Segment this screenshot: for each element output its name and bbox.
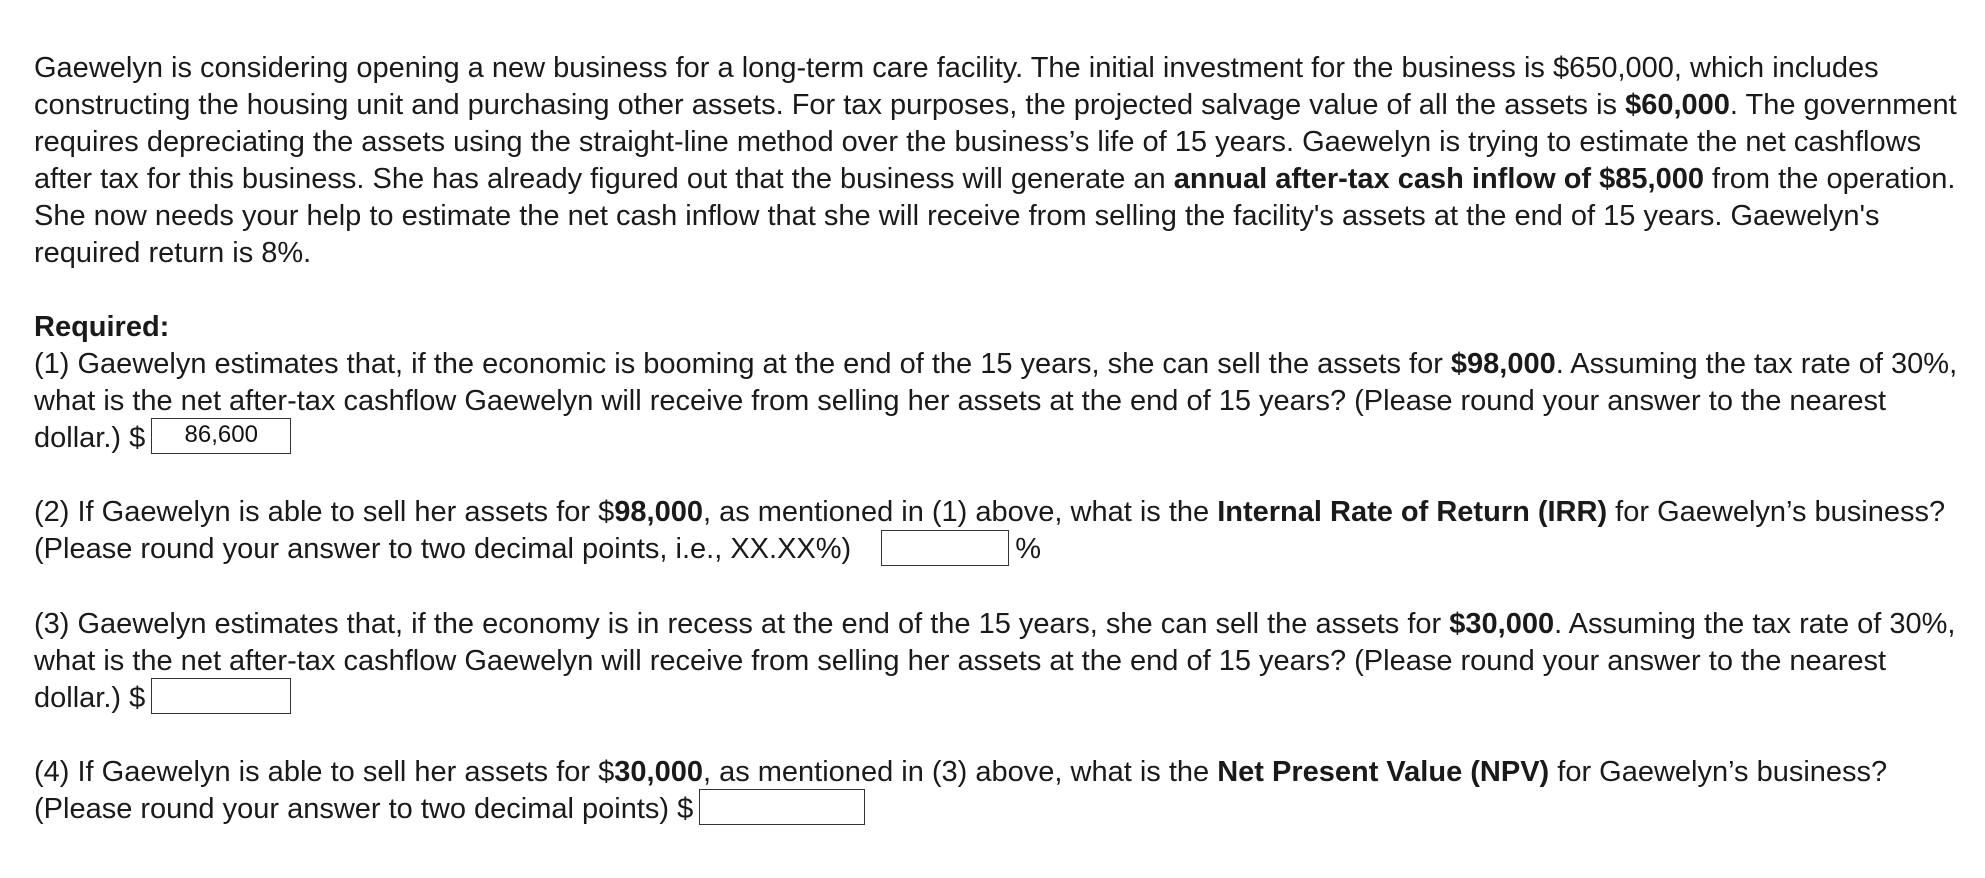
q3-sale-price-bold: $30,000 [1449,607,1555,640]
annual-inflow-bold: annual after-tax cash inflow of $85,000 [1173,163,1704,195]
question-1 [34,346,1964,457]
q4-text-1: (4) If Gaewelyn is able to sell her assets for $ [34,756,615,789]
q3-answer-input[interactable] [151,678,291,714]
q4-text-2: , as mentioned in (3) above, what is the [702,756,1218,789]
question-3 [34,606,1964,717]
question-content [34,50,1964,865]
intro-text-1: Gaewelyn is considering opening a new business for a long-term care facility. The initial investment for the business is $650,000, which includes constructing the housing unit and purchasing other assets. For tax purposes, the projected salvage value of all the assets is [34,52,1879,121]
q2-text-1: (2) If Gaewelyn is able to sell her assets for $ [34,496,615,529]
intro-text-2: . The government requires depreciating the assets using the straight-line method over the business’s life of 15 years. Gaewelyn is trying to estimate the net cashflows after tax for this business. She has already figured out that the business will generate an [34,89,1957,195]
q2-text-3: for Gaewelyn’s business? (Please round your answer to two decimal points, i.e., XX.XX%) [34,496,1946,566]
intro-text-3: from the operation. She now needs your help to estimate the net cash inflow that she will receive from selling the facility's assets at the end of 15 years. Gaewelyn's required return is 8%. [34,163,1956,269]
required-heading: Required: [34,311,170,343]
q1-answer-input[interactable]: 86,600 [151,418,291,454]
question-4 [34,754,1964,828]
q2-sale-price-bold: 98,000 [614,496,703,529]
salvage-value-bold: $60,000 [1625,89,1730,121]
q4-text-3: for Gaewelyn’s business? (Please round your answer to two decimal points) $ [34,756,1888,826]
q4-npv-bold: Net Present Value (NPV) [1217,756,1550,789]
q3-text-2: . Assuming the tax rate of 30%, what is the net after-tax cashflow Gaewelyn will receive from selling her assets at the end of 15 years? (Please round your answer to the nearest dollar.) $ [34,607,1956,714]
q4-sale-price-bold: 30,000 [614,756,703,789]
q1-text-2: . Assuming the tax rate of 30%, what is the net after-tax cashflow Gaewelyn will receive from selling her assets at the end of 15 years? (Please round your answer to the nearest dollar.) $ [34,348,1958,454]
q2-percent-unit: % [1015,533,1042,566]
q2-answer-input[interactable] [881,530,1009,566]
question-2 [34,494,1964,568]
q2-text-2: , as mentioned in (1) above, what is the [702,496,1218,529]
q2-irr-bold: Internal Rate of Return (IRR) [1217,496,1608,529]
q4-answer-input[interactable] [699,789,865,825]
intro-paragraph [34,50,1964,272]
q3-text-1: (3) Gaewelyn estimates that, if the economy is in recess at the end of the 15 years, she can sell the assets for [34,607,1450,640]
q1-sale-price-bold: $98,000 [1450,348,1556,380]
q1-text-1: (1) Gaewelyn estimates that, if the economic is booming at the end of the 15 years, she can sell the assets for [34,348,1451,380]
